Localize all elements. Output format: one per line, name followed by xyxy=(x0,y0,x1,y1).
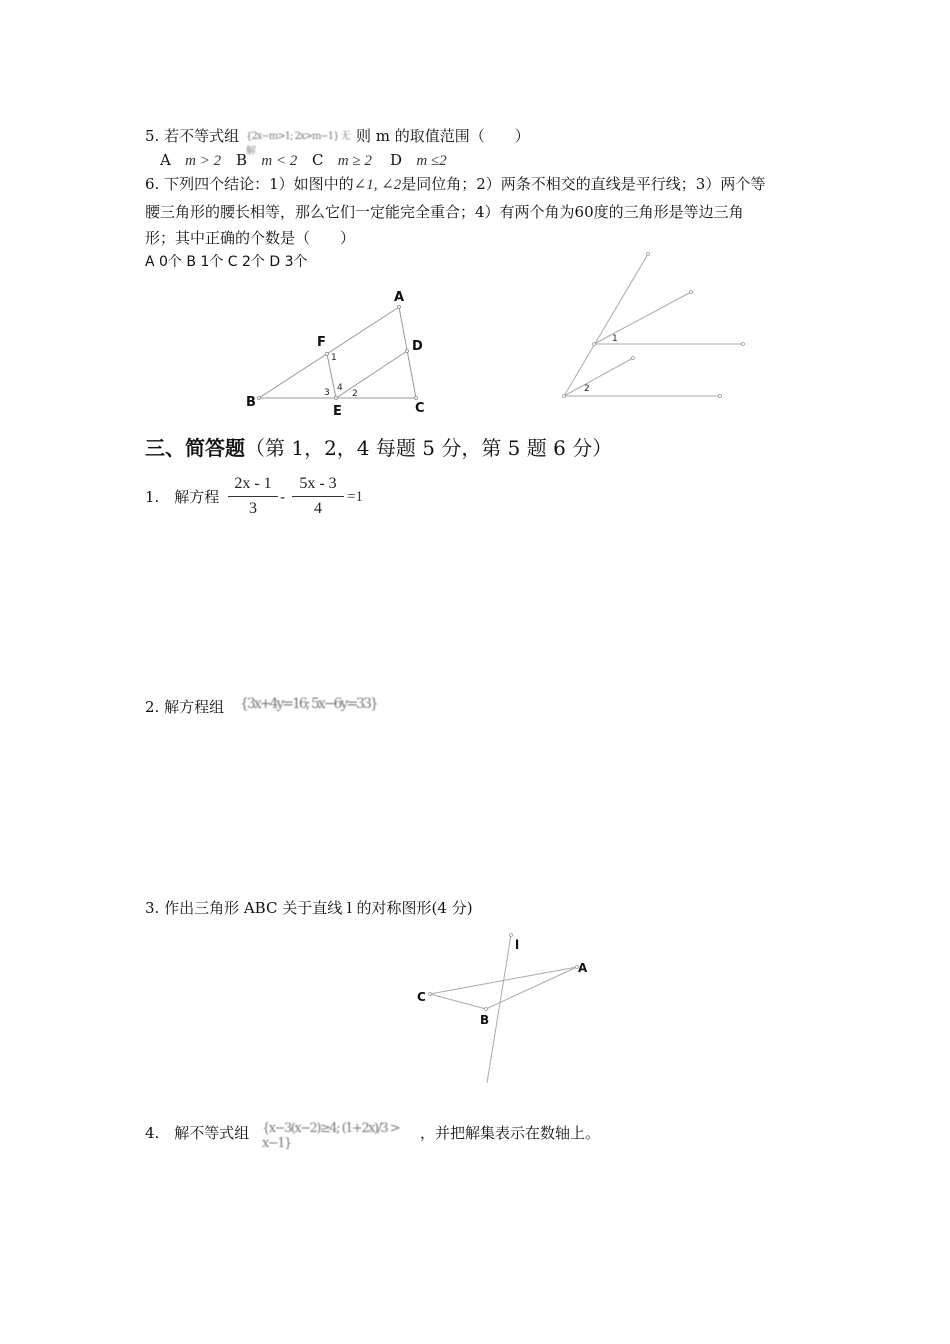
angle-1-label: 1 xyxy=(331,353,337,363)
figure-angles xyxy=(556,248,756,404)
label-c: C xyxy=(415,401,425,416)
p1-minus: - xyxy=(280,488,286,506)
angle-3-label: 3 xyxy=(324,388,330,398)
q5-prefix: 5. 若不等式组 xyxy=(145,127,240,145)
label-a: A xyxy=(394,290,405,305)
q5-line xyxy=(145,126,239,146)
p3-label: 3. 作出三角形 ABC 关于直线 l 的对称图形(4 分) xyxy=(145,899,473,917)
q5-system-image: {2x−m>1; 2x>m−1} 无解 xyxy=(246,131,350,157)
p4-system-image: {x−3(x−2)≥4; (1+2x)/3 > x−1} xyxy=(262,1121,400,1151)
p4-label: 4. 解不等式组 xyxy=(145,1124,250,1142)
p1-rhs: =1 xyxy=(347,489,363,505)
q6-line-3: 形；其中正确的个数是（ ） xyxy=(145,229,356,247)
q6-angles: ∠1, ∠2 xyxy=(353,177,402,193)
angle-4-label: 4 xyxy=(337,383,343,393)
angle-2-label: 2 xyxy=(584,384,590,394)
q5-suffix: 则 m 的取值范围（ ） xyxy=(356,127,530,145)
p4-suffix: ，并把解集表示在数轴上。 xyxy=(420,1124,601,1142)
q5-option-a: A m > 2 xyxy=(160,151,222,169)
q5-option-b: B m < 2 xyxy=(236,151,298,169)
p1-fraction-2: 5x - 3 4 xyxy=(292,475,344,519)
figure-reflection xyxy=(410,930,600,1086)
section-note: （第 1，2，4 每题 5 分，第 5 题 6 分） xyxy=(245,436,613,460)
label-a: A xyxy=(578,961,588,975)
label-l: l xyxy=(515,938,520,952)
figure-triangle-abc xyxy=(240,284,440,418)
q5-option-d: D m ≤2 xyxy=(390,151,447,169)
label-c: C xyxy=(417,990,426,1004)
p1-label: 1. 解方程 xyxy=(145,488,220,506)
label-f: F xyxy=(317,335,326,350)
section-heading xyxy=(145,434,612,462)
p2-label: 2. 解方程组 xyxy=(145,698,225,716)
label-e: E xyxy=(333,404,342,419)
q6-line-2: 腰三角形的腰长相等，那么它们一定能完全重合；4）有两个角为60度的三角形是等边三角 xyxy=(145,203,744,221)
label-b: B xyxy=(246,395,256,410)
angle-1-label: 1 xyxy=(612,334,618,344)
p1-fraction-1: 2x - 1 3 xyxy=(228,475,278,519)
q5-option-c: C m ≥ 2 xyxy=(312,151,372,169)
label-b: B xyxy=(480,1013,490,1027)
p2-system-image: {3x+4y=16; 5x−6y=33} xyxy=(240,696,377,712)
label-d: D xyxy=(412,339,423,354)
q6-line-1: 6. 下列四个结论：1）如图中的∠1, ∠2是同位角；2）两条不相交的直线是平行线；3）两个等 xyxy=(145,175,766,193)
section-title: 三、简答题 xyxy=(145,436,245,460)
q6-options: A 0个 B 1个 C 2个 D 3个 xyxy=(145,254,308,270)
angle-2-label: 2 xyxy=(352,389,358,399)
